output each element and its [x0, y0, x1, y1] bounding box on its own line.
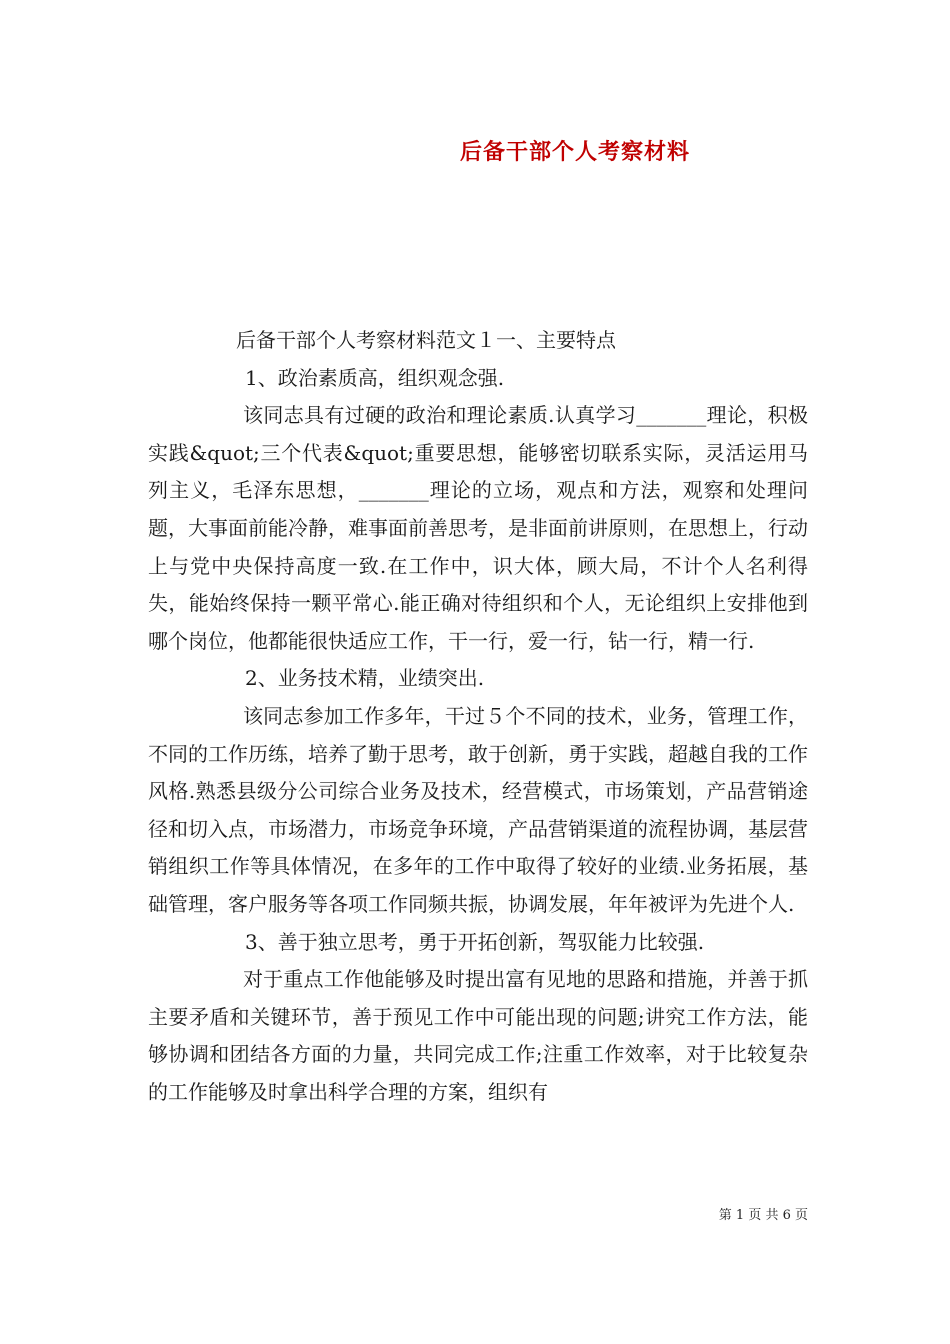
intro-paragraph: 后备干部个人考察材料范文１一、主要特点 [236, 328, 616, 352]
body-paragraph-2: 该同志参加工作多年，干过５个不同的技术，业务，管理工作，不同的工作历练，培养了勤于思考，敢于创新，勇于实践，超越自我的工作风格.熟悉县级分公司综合业务及技术，经营模式，市场策划，产品营销途径和切入点，市场潜力，市场竞争环境，产品营销渠道的流程协调，基层营销组织工作等具体情况，在多年的工作中取得了较好的业绩.业务拓展，基础管理，客户服务等各项工作同频共振，协调发展，年年被评为先进个人. [148, 703, 808, 916]
page-number-footer: 第 1 页 共 6 页 [718, 1208, 808, 1223]
section-heading-3: 3、善于独立思考，勇于开拓创新，驾驭能力比较强. [245, 929, 705, 954]
section-heading-2: 2、业务技术精，业绩突出. [245, 666, 485, 691]
document-title: 后备干部个人考察材料 [459, 140, 690, 165]
document-body [148, 322, 808, 1111]
section-heading-1: 1、政治素质高，组织观念强. [245, 365, 505, 390]
body-paragraph-3: 对于重点工作他能够及时提出富有见地的思路和措施，并善于抓主要矛盾和关键环节，善于预见工作中可能出现的问题;讲究工作方法，能够协调和团结各方面的力量，共同完成工作;注重工作效率，对于比较复杂的工作能够及时拿出科学合理的方案，组织有 [148, 967, 808, 1104]
body-paragraph-1: 该同志具有过硬的政治和理论素质.认真学习_______理论，积极实践&quot;三个代表&quot;重要思想，能够密切联系实际，灵活运用马列主义，毛泽东思想，_______理论的立场，观点和方法，观察和处理问题，大事面前能冷静，难事面前善思考，是非面前讲原则，在思想上，行动上与党中央保持高度一致.在工作中，识大体，顾大局，不计个人名利得失，能始终保持一颗平常心.能正确对待组织和个人，无论组织上安排他到哪个岗位，他都能很快适应工作，干一行，爱一行，钻一行，精一行. [148, 403, 808, 653]
